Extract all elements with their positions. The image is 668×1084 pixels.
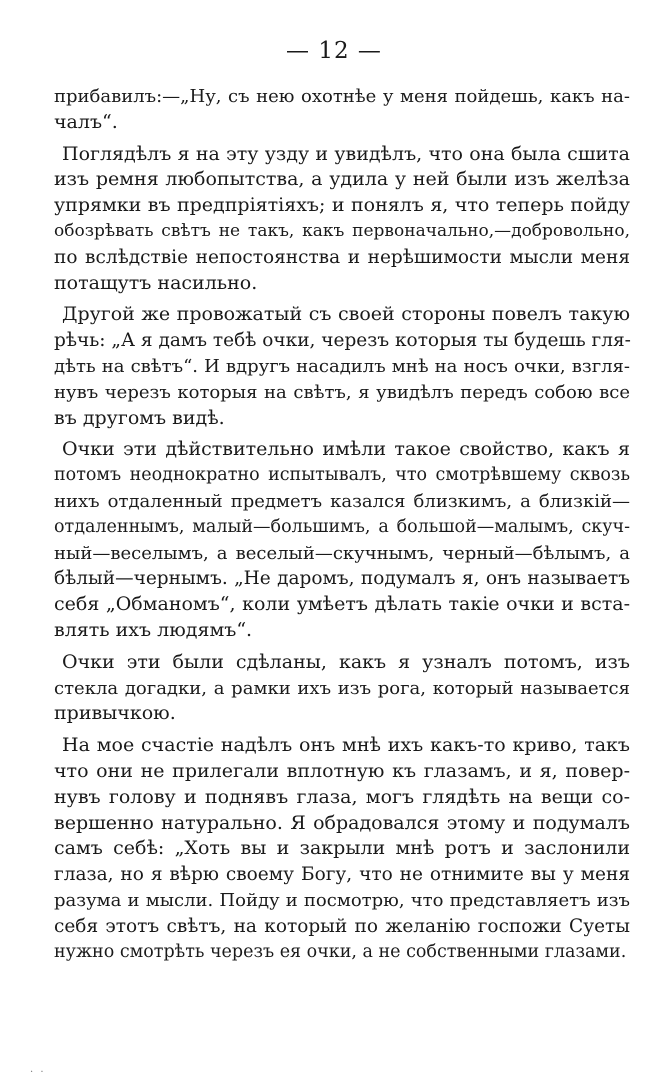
text-line: нувъ черезъ которыя на свѣтъ, я увидѣлъ передъ собою все xyxy=(54,381,630,403)
body-text xyxy=(54,84,630,965)
text-line: по вслѣдствіе непостоянства и нерѣшимости мысли меня xyxy=(54,246,630,268)
paragraph xyxy=(54,437,630,643)
text-line: потащутъ насильно. xyxy=(54,271,258,294)
text-line: стекла догадки, а рамки ихъ изъ рога, который называется xyxy=(54,677,630,699)
text-line: рѣчь: „А я дамъ тебѣ очки, черезъ которыя ты будешь гля- xyxy=(54,330,631,352)
text-line: Очки эти дѣйствительно имѣли такое свойство, какъ я xyxy=(62,438,630,461)
text-line: что они не прилегали вплотную къ глазамъ, и я, повер- xyxy=(54,759,630,782)
text-line: изъ ремня любопытства, а удила у ней были изъ желѣза xyxy=(54,168,630,191)
text-line: Очки эти были сдѣланы, какъ я узналъ потомъ, изъ xyxy=(62,650,630,673)
text-line: вершенно натурально. Я обрадовался этому и подумалъ xyxy=(54,811,630,834)
text-line: глаза, но я вѣрю своему Богу, что не отнимите вы у меня xyxy=(54,864,630,886)
text-line: отдаленнымъ, малый—большимъ, а большой—малымъ, скуч- xyxy=(54,516,630,537)
text-line: ный—веселымъ, а веселый—скучнымъ, черный—бѣлымъ, а xyxy=(54,542,630,564)
text-line: нихъ отдаленный предметъ казался близкимъ, а близкій— xyxy=(54,490,630,512)
text-line: бѣлый—чернымъ. „Не даромъ, подумалъ я, онъ называетъ xyxy=(54,568,630,590)
text-line: себя этотъ свѣтъ, на который по желанію госпожи Суеты xyxy=(54,915,630,937)
text-line: влять ихъ людямъ“. xyxy=(54,618,253,641)
text-line: нужно смотрѣть черезъ ея очки, а не собственными глазами. xyxy=(54,941,627,962)
paragraph xyxy=(54,302,630,431)
paragraph xyxy=(54,733,630,965)
text-line: Другой же провожатый съ своей стороны повелъ такую xyxy=(62,303,630,326)
text-line: прибавилъ:—„Ну, съ нею охотнѣе у меня пойдешь, какъ на- xyxy=(54,86,630,107)
page-number: — 12 — xyxy=(286,38,382,64)
text-line: разума и мысли. Пойду и посмотрю, что представляетъ изъ xyxy=(54,889,630,911)
margin-marks: . . xyxy=(30,1064,46,1075)
text-line: нувъ голову и поднявъ глаза, могъ глядѣть на вещи со- xyxy=(54,785,630,808)
paragraph xyxy=(54,84,630,136)
text-line: Поглядѣлъ я на эту узду и увидѣлъ, что она была сшита xyxy=(62,142,630,165)
text-line: На мое счастіе надѣлъ онъ мнѣ ихъ какъ-то криво, такъ xyxy=(62,734,630,757)
paragraph xyxy=(54,142,630,297)
text-line: потомъ неоднократно испытывалъ, что смотрѣвшему сквозь xyxy=(54,465,630,486)
paragraph xyxy=(54,650,630,727)
text-line: въ другомъ видѣ. xyxy=(54,406,225,429)
text-line: привычкою. xyxy=(54,702,176,725)
text-line: обозрѣвать свѣтъ не такъ, какъ первоначально,—добровольно, xyxy=(54,220,630,241)
text-line: себя „Обманомъ“, коли умѣетъ дѣлать такіе очки и вста- xyxy=(54,593,630,616)
text-line: дѣть на свѣтъ“. И вдругъ насадилъ мнѣ на носъ очки, взгля- xyxy=(54,355,630,377)
text-line: самъ себѣ: „Хоть вы и закрыли мнѣ ротъ и заслонили xyxy=(54,837,630,860)
text-line: чалъ“. xyxy=(54,110,118,133)
text-line: упрямки въ предпріятіяхъ; и понялъ я, что теперь пойду xyxy=(54,194,630,217)
